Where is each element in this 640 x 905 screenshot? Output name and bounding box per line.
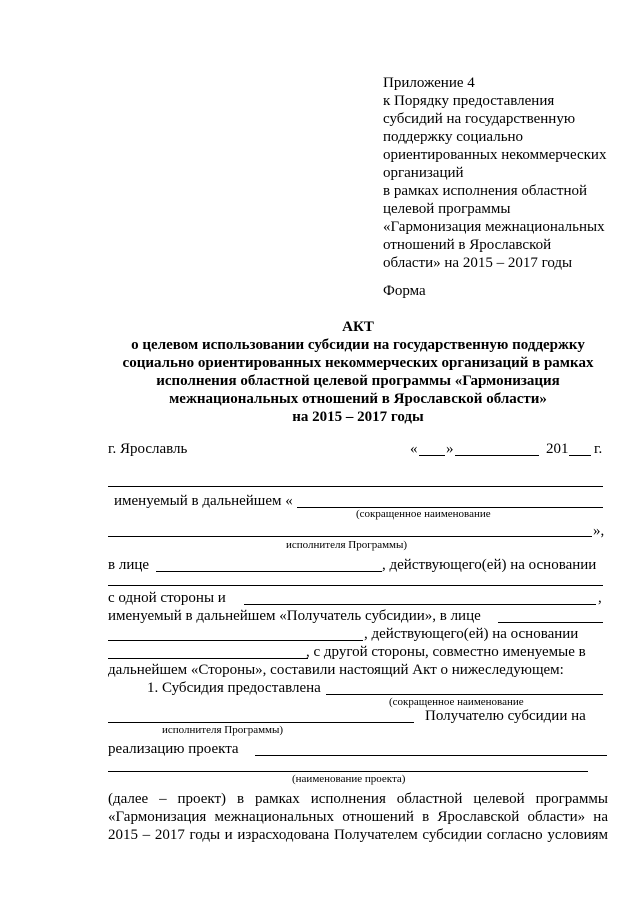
named-prefix: именуемый в дальнейшем « bbox=[114, 493, 293, 509]
one-side-and-label: с одной стороны и bbox=[108, 590, 226, 606]
title-line: социально ориентированных некоммерческих организаций в рамках bbox=[122, 355, 594, 371]
hint-short-name: (сокращенное наименование bbox=[356, 508, 491, 520]
acting-basis-label: , действующего(ей) на основании bbox=[382, 557, 597, 573]
appendix-line: поддержку социально bbox=[383, 129, 524, 145]
project-name-field-2[interactable] bbox=[108, 771, 588, 772]
appendix-line: «Гармонизация межнациональных bbox=[383, 219, 605, 235]
appendix-line: ориентированных некоммерческих bbox=[383, 147, 607, 163]
title-line: АКТ bbox=[342, 319, 374, 335]
implementation-label: реализацию проекта bbox=[108, 741, 239, 757]
hint-executor: исполнителя Программы) bbox=[286, 539, 408, 551]
executor-short-name-field-2[interactable] bbox=[108, 536, 592, 537]
executor-basis-field[interactable] bbox=[108, 585, 603, 586]
appendix-line: организаций bbox=[383, 165, 464, 181]
date-quote-close: » bbox=[446, 441, 454, 457]
hint-short-name-2: (сокращенное наименование bbox=[389, 696, 524, 708]
to-recipient-label: Получателю субсидии на bbox=[425, 708, 586, 724]
comma: , bbox=[598, 590, 602, 606]
date-month-field[interactable] bbox=[455, 455, 539, 456]
recipient-representative-field-2[interactable] bbox=[108, 640, 363, 641]
subsidy-executor-field[interactable] bbox=[326, 694, 603, 695]
recipient-basis-field[interactable] bbox=[108, 658, 308, 659]
form-label: Форма bbox=[383, 283, 426, 299]
appendix-line: к Порядку предоставления bbox=[383, 93, 555, 109]
executor-name-field[interactable] bbox=[108, 486, 603, 487]
appendix-line: в рамках исполнения областной bbox=[383, 183, 588, 199]
paragraph-line: 2015 – 2017 годы и израсходована Получателем субсидии согласно условиям bbox=[108, 827, 608, 843]
appendix-block bbox=[383, 74, 606, 272]
subsidy-executor-field-2[interactable] bbox=[108, 722, 414, 723]
in-person-label: в лице bbox=[108, 557, 150, 573]
date-year-prefix: 201 bbox=[546, 441, 569, 457]
date-day-field[interactable] bbox=[419, 455, 445, 456]
item-1-label: 1. Субсидия предоставлена bbox=[147, 680, 321, 696]
appendix-line: Приложение 4 bbox=[383, 75, 475, 91]
appendix-line: целевой программы bbox=[383, 201, 511, 217]
named-recipient-label: именуемый в дальнейшем «Получатель субсидии», в лице bbox=[108, 608, 481, 624]
appendix-line: отношений в Ярославской bbox=[383, 237, 552, 253]
recipient-representative-field[interactable] bbox=[498, 622, 603, 623]
hint-project: (наименование проекта) bbox=[292, 773, 406, 785]
hint-executor-2: исполнителя Программы) bbox=[162, 724, 284, 736]
closing-quote: », bbox=[593, 523, 605, 539]
executor-representative-field[interactable] bbox=[156, 571, 382, 572]
appendix-line: субсидий на государственную bbox=[383, 111, 576, 127]
other-side-label: , с другой стороны, совместно именуемые в bbox=[306, 644, 586, 660]
title-line: о целевом использовании субсидии на государственную поддержку bbox=[131, 337, 585, 353]
appendix-line: области» на 2015 – 2017 годы bbox=[383, 255, 573, 271]
title-line: межнациональных отношений в Ярославской области» bbox=[169, 391, 547, 407]
title-line: на 2015 – 2017 годы bbox=[292, 409, 424, 425]
acting-basis-label-2: , действующего(ей) на основании bbox=[364, 626, 579, 642]
title-line: исполнения областной целевой программы «Гармонизация bbox=[156, 373, 560, 389]
document-title bbox=[108, 318, 608, 426]
recipient-name-field[interactable] bbox=[244, 604, 596, 605]
paragraph-line: «Гармонизация межнациональных отношений в Ярославской области» на bbox=[108, 809, 608, 825]
date-quote-open: « bbox=[410, 441, 418, 457]
project-name-field[interactable] bbox=[255, 755, 607, 756]
date-year-suffix: г. bbox=[594, 441, 603, 457]
city-label: г. Ярославль bbox=[108, 441, 188, 457]
paragraph-line: (далее – проект) в рамках исполнения областной целевой программы bbox=[108, 791, 608, 807]
compiled-label: дальнейшем «Стороны», составили настоящий Акт о нижеследующем: bbox=[108, 662, 564, 678]
date-year-field[interactable] bbox=[569, 455, 591, 456]
